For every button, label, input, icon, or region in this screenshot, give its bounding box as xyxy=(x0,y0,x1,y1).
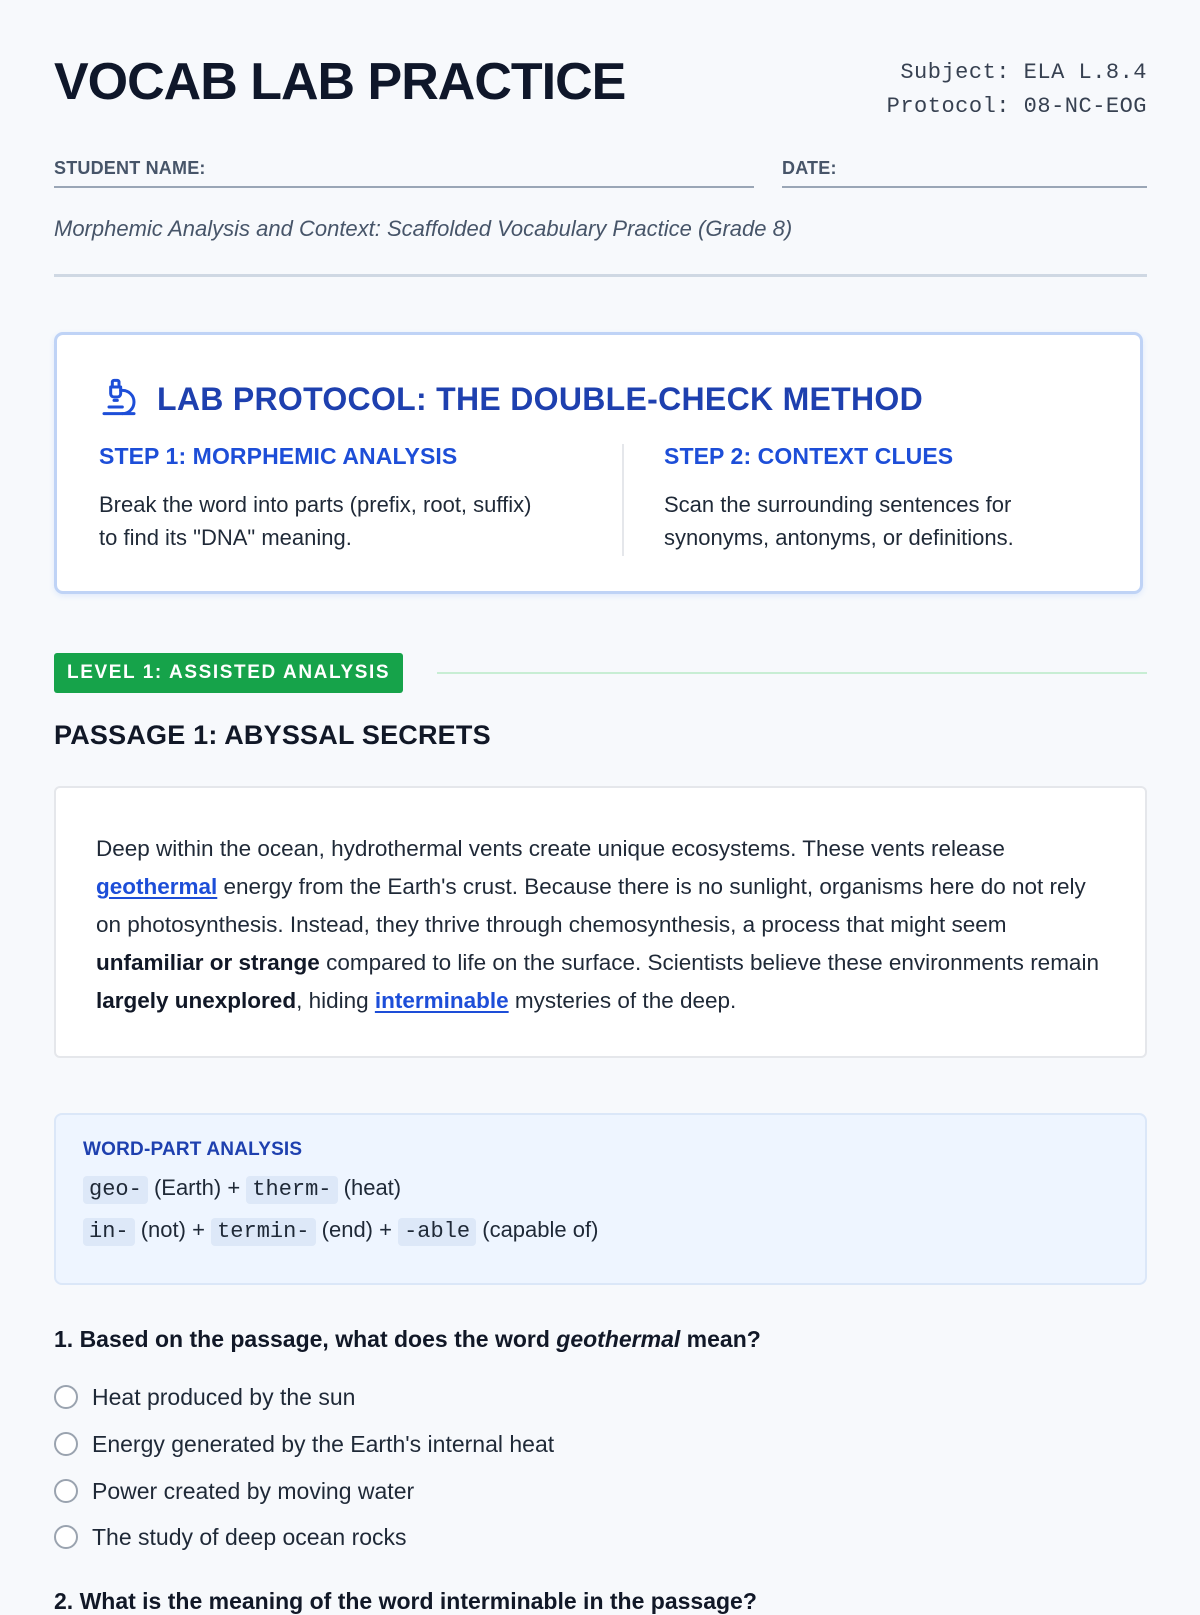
plus-sign: + xyxy=(227,1175,241,1200)
lab-protocol-card xyxy=(54,332,1143,594)
worksheet-meta xyxy=(887,56,1147,124)
radio-button[interactable] xyxy=(54,1525,78,1549)
passage-box xyxy=(54,786,1147,1058)
answer-option-c[interactable] xyxy=(54,1476,414,1506)
word-part-chip: in- xyxy=(83,1218,135,1246)
passage-title: PASSAGE 1: ABYSSAL SECRETS xyxy=(54,720,491,750)
worksheet-subtitle: Morphemic Analysis and Context: Scaffolded Vocabulary Practice (Grade 8) xyxy=(54,216,793,241)
level-divider xyxy=(437,672,1147,674)
passage-text xyxy=(96,830,1105,1020)
page-title: VOCAB LAB PRACTICE xyxy=(54,53,626,111)
date-label: DATE: xyxy=(782,158,837,178)
step-context-clues xyxy=(664,443,1119,554)
word-part-chip: -able xyxy=(398,1218,476,1246)
passage-text-segment: Deep within the ocean, hydrothermal vents create unique ecosystems. These vents release xyxy=(96,836,1005,861)
step2-title: STEP 2: CONTEXT CLUES xyxy=(664,443,954,469)
vocab-word-interminable[interactable]: interminable xyxy=(374,988,509,1013)
level-row xyxy=(54,653,1147,693)
answer-option-label: Heat produced by the sun xyxy=(92,1383,356,1410)
passage-text-segment: energy from the Earth's crust. Because there is no sunlight, organisms here do not rely on photosynthesis. Instead, they thrive through chemosynthesis, a process that might seem xyxy=(96,874,1086,937)
step-divider xyxy=(622,444,624,556)
level-badge: LEVEL 1: ASSISTED ANALYSIS xyxy=(54,653,403,693)
header-divider xyxy=(54,274,1147,277)
answer-option-d[interactable] xyxy=(54,1522,407,1552)
student-name-label: STUDENT NAME: xyxy=(54,158,206,178)
context-clue-unfamiliar: unfamiliar or strange xyxy=(96,950,320,975)
word-part-chip: termin- xyxy=(211,1218,315,1246)
context-clue-unexplored: largely unexplored xyxy=(96,988,297,1013)
protocol-title: LAB PROTOCOL: THE DOUBLE-CHECK METHOD xyxy=(157,381,924,417)
step2-text: Scan the surrounding sentences for synonyms, antonyms, or definitions. xyxy=(664,492,1014,550)
subject-code: Subject: ELA L.8.4 xyxy=(900,60,1147,85)
word-part-meaning: (capable of) xyxy=(482,1217,599,1242)
radio-button[interactable] xyxy=(54,1432,78,1456)
step1-title: STEP 1: MORPHEMIC ANALYSIS xyxy=(99,443,458,469)
step1-text: Break the word into parts (prefix, root, suffix) to find its "DNA" meaning. xyxy=(99,492,532,550)
question-1-prompt xyxy=(54,1326,761,1353)
student-name-field[interactable] xyxy=(54,158,754,188)
word-part-analysis-panel xyxy=(54,1113,1147,1285)
radio-button[interactable] xyxy=(54,1479,78,1503)
passage-text-segment: mysteries of the deep. xyxy=(508,988,737,1013)
word-part-meaning: (end) xyxy=(321,1217,373,1242)
protocol-heading xyxy=(99,377,923,422)
passage-text-segment: , hiding xyxy=(296,988,375,1013)
question-2-prompt-partial: 2. What is the meaning of the word interminable in the passage? xyxy=(54,1588,757,1614)
protocol-code: Protocol: 08-NC-EOG xyxy=(886,94,1147,119)
word-part-row-geothermal xyxy=(83,1173,1145,1203)
answer-option-a[interactable] xyxy=(54,1382,355,1412)
word-part-meaning: (not) xyxy=(140,1217,186,1242)
word-part-analysis-title: WORD-PART ANALYSIS xyxy=(83,1139,303,1160)
answer-option-label: The study of deep ocean rocks xyxy=(92,1523,407,1550)
question-text: mean? xyxy=(680,1326,761,1352)
step-morphemic-analysis xyxy=(99,443,554,554)
word-part-row-interminable xyxy=(83,1215,1145,1245)
answer-option-label: Power created by moving water xyxy=(92,1477,415,1504)
question-text: 1. Based on the passage, what does the word xyxy=(54,1326,557,1352)
plus-sign: + xyxy=(379,1217,392,1242)
word-part-meaning: (Earth) xyxy=(153,1175,222,1200)
word-part-meaning: (heat) xyxy=(343,1175,402,1200)
word-part-chip: therm- xyxy=(246,1176,337,1204)
date-field[interactable] xyxy=(782,158,1147,188)
word-part-chip: geo- xyxy=(83,1176,148,1204)
microscope-icon xyxy=(99,377,157,422)
passage-text-segment: compared to life on the surface. Scientists believe these environments remain xyxy=(319,950,1099,975)
plus-sign: + xyxy=(192,1217,205,1242)
answer-option-label: Energy generated by the Earth's internal heat xyxy=(92,1430,555,1457)
answer-option-b[interactable] xyxy=(54,1429,554,1459)
vocab-word-geothermal[interactable]: geothermal xyxy=(96,874,218,899)
question-term: geothermal xyxy=(556,1326,681,1352)
radio-button[interactable] xyxy=(54,1385,78,1409)
